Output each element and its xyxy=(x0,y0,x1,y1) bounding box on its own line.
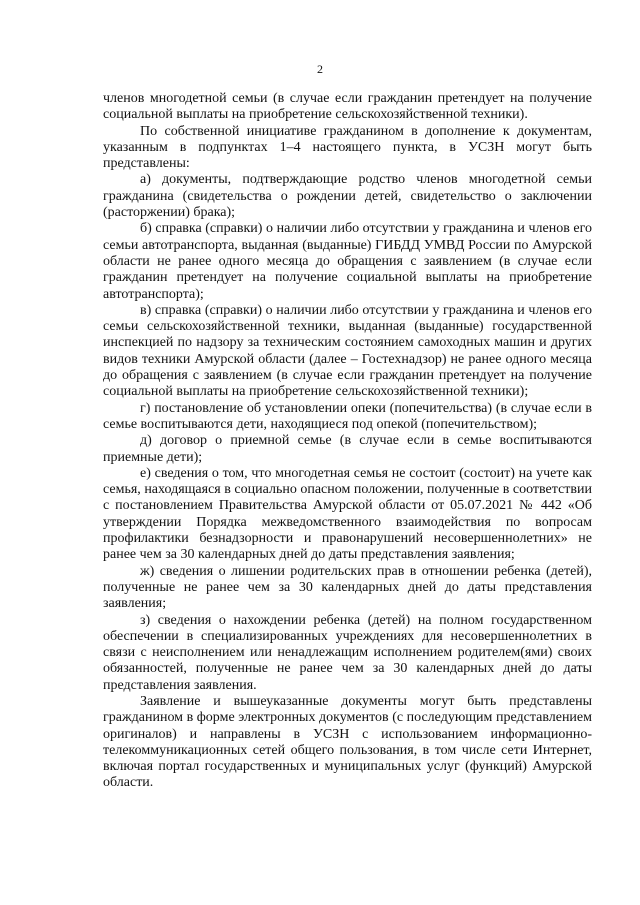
page-number: 2 xyxy=(317,62,323,76)
paragraph-item-d: д) договор о приемной семье (в случае если в семье воспитываются приемные дети); xyxy=(103,433,592,465)
paragraph-item-e: е) сведения о том, что многодетная семья не состоит (состоит) на учете как семья, находящаяся в социально опасном положении, полученные в соответствии с постановлением Правительства Амурской области от 05.07.2021 № 442 «Об утверждении Порядка межведомственного взаимодействия по вопросам профилактики безнадзорности и правонарушений несовершеннолетних» не ранее чем за 30 календарных дней до даты представления заявления; xyxy=(103,465,592,563)
paragraph-electronic-submission: Заявление и вышеуказанные документы могут быть представлены гражданином в форме электронных документов (с последующим представлением оригиналов) и направлены в УСЗН с использованием информационно-телекоммуникационных сетей общего пользования, в том числе сети Интернет, включая портал государственных и муниципальных услуг (функций) Амурской области. xyxy=(103,693,592,791)
paragraph-intro: По собственной инициативе гражданином в дополнение к документам, указанным в подпунктах 1–4 настоящего пункта, в УСЗН могут быть представлены: xyxy=(103,123,592,172)
paragraph-item-a: а) документы, подтверждающие родство членов многодетной семьи гражданина (свидетельства о рождении детей, свидетельство о заключении (расторжении) брака); xyxy=(103,172,592,221)
document-body xyxy=(103,91,592,792)
paragraph-item-v: в) справка (справки) о наличии либо отсутствии у гражданина и членов его семьи сельскохозяйственной техники, выданная (выданные) государственной инспекцией по надзору за техническим состоянием самоходных машин и других видов техники Амурской области (далее – Гостехнадзор) не ранее одного месяца до обращения с заявлением (в случае если гражданин претендует на получение социальной выплаты на приобретение сельскохозяйственной техники); xyxy=(103,302,592,400)
paragraph-item-b: б) справка (справки) о наличии либо отсутствии у гражданина и членов его семьи автотранспорта, выданная (выданные) ГИБДД УМВД России по Амурской области не ранее одного месяца до обращения с заявлением (в случае если гражданин претендует на получение социальной выплаты на приобретение автотранспорта); xyxy=(103,221,592,302)
paragraph-continuation: членов многодетной семьи (в случае если гражданин претендует на получение социальной выплаты на приобретение сельскохозяйственной техники). xyxy=(103,91,592,123)
paragraph-item-g: г) постановление об установлении опеки (попечительства) (в случае если в семье воспитываются дети, находящиеся под опекой (попечительством); xyxy=(103,400,592,432)
paragraph-item-z: з) сведения о нахождении ребенка (детей) на полном государственном обеспечении в специализированных учреждениях для несовершеннолетних в связи с неисполнением или ненадлежащим исполнением родителем(ями) своих обязанностей, полученные не ранее чем за 30 календарных дней до даты представления заявления. xyxy=(103,612,592,693)
paragraph-item-zh: ж) сведения о лишении родительских прав в отношении ребенка (детей), полученные не ранее чем за 30 календарных дней до даты представления заявления; xyxy=(103,563,592,612)
